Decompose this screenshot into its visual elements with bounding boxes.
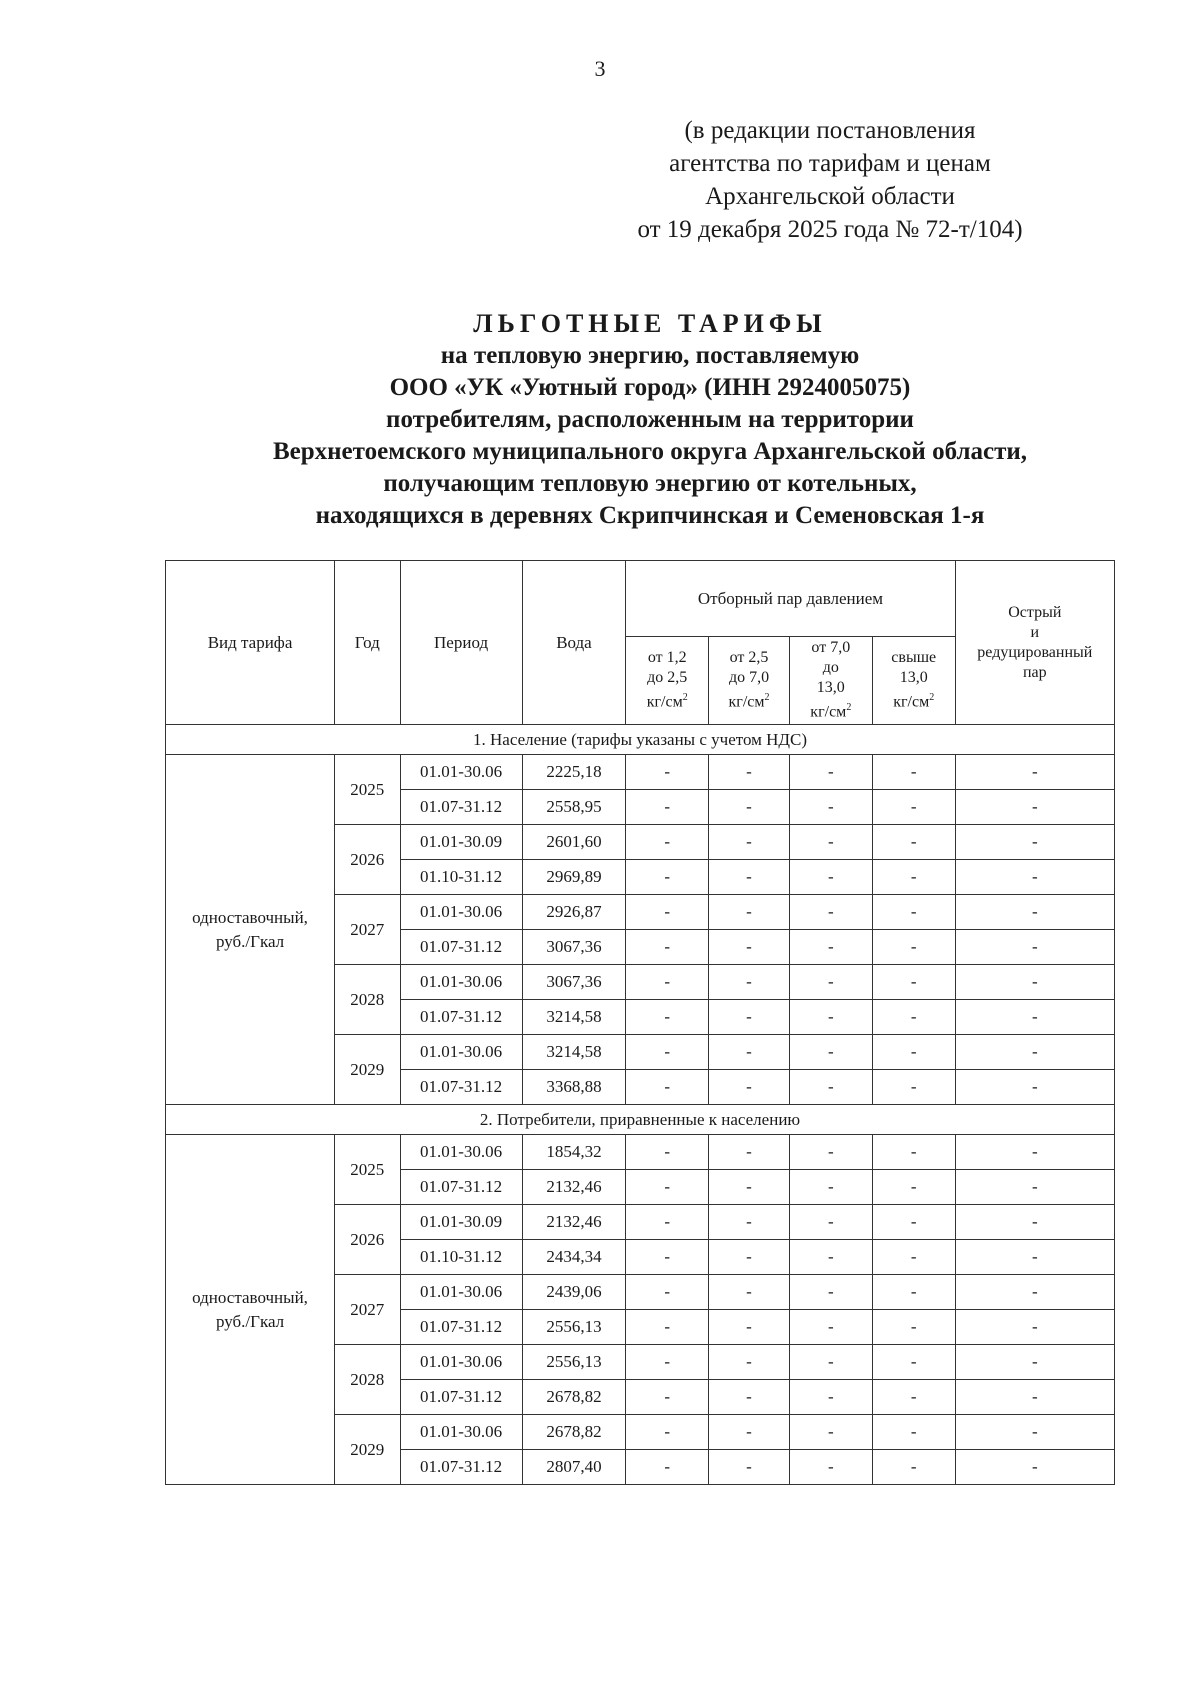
tariff-kind-line: одноставочный, [192,907,308,927]
period-cell: 01.01-30.06 [400,1345,522,1380]
unit-text: кг/см [646,693,683,711]
dash-cell: - [789,1035,872,1070]
period-cell: 01.07-31.12 [400,1000,522,1035]
dash-cell: - [955,1070,1114,1105]
period-cell: 01.01-30.06 [400,965,522,1000]
water-tariff-cell: 2132,46 [522,1205,626,1240]
dash-cell: - [872,1170,955,1205]
dash-cell: - [789,1380,872,1415]
dash-cell: - [872,930,955,965]
period-cell: 01.10-31.12 [400,860,522,895]
section-title: 2. Потребители, приравненные к населению [166,1105,1115,1135]
header-line: до 2,5 [647,669,688,687]
water-tariff-cell: 3067,36 [522,930,626,965]
year-cell: 2029 [335,1415,400,1485]
dash-cell: - [789,1240,872,1275]
header-period: Период [400,561,522,725]
water-tariff-cell: 2969,89 [522,860,626,895]
dash-cell: - [955,1415,1114,1450]
dash-cell: - [955,860,1114,895]
tariff-kind-cell [166,755,335,1105]
year-cell: 2026 [335,1205,400,1275]
dash-cell: - [789,1070,872,1105]
dash-cell: - [872,755,955,790]
header-steam-4 [872,637,955,725]
note-line: Архангельской области [705,183,955,210]
year-cell: 2025 [335,1135,400,1205]
dash-cell: - [789,895,872,930]
dash-cell: - [955,1135,1114,1170]
water-tariff-cell: 3214,58 [522,1000,626,1035]
dash-cell: - [872,1000,955,1035]
dash-cell: - [709,1135,790,1170]
dash-cell: - [709,1345,790,1380]
dash-cell: - [626,1135,709,1170]
note-line: (в редакции постановления [684,117,976,144]
dash-cell: - [872,1240,955,1275]
header-year: Год [335,561,400,725]
dash-cell: - [626,895,709,930]
dash-cell: - [955,755,1114,790]
unit-text: кг/см [810,703,847,721]
dash-cell: - [872,1345,955,1380]
year-cell: 2028 [335,965,400,1035]
dash-cell: - [709,965,790,1000]
dash-cell: - [626,1070,709,1105]
period-cell: 01.01-30.06 [400,1135,522,1170]
dash-cell: - [955,1170,1114,1205]
title-line: Верхнетоемского муниципального округа Архангельской области, [272,438,1028,465]
unit-sup: 2 [682,692,688,704]
period-cell: 01.01-30.09 [400,1205,522,1240]
period-cell: 01.07-31.12 [400,790,522,825]
dash-cell: - [955,1450,1114,1485]
period-cell: 01.07-31.12 [400,1170,522,1205]
table-row [166,755,1115,790]
water-tariff-cell: 3214,58 [522,1035,626,1070]
amendment-note [560,114,1100,246]
header-steam-group: Отборный пар давлением [626,561,955,637]
dash-cell: - [872,1070,955,1105]
dash-cell: - [626,1415,709,1450]
header-steam-1 [626,637,709,725]
tariff-kind-cell [166,1135,335,1485]
dash-cell: - [872,1450,955,1485]
dash-cell: - [955,1310,1114,1345]
dash-cell: - [626,790,709,825]
year-cell: 2027 [335,895,400,965]
header-line: пар [1022,663,1047,681]
water-tariff-cell: 2132,46 [522,1170,626,1205]
period-cell: 01.01-30.06 [400,1035,522,1070]
tariff-kind-line: руб./Гкал [215,931,285,951]
dash-cell: - [789,1275,872,1310]
unit-text: кг/см [728,693,765,711]
dash-cell: - [709,1380,790,1415]
dash-cell: - [955,895,1114,930]
tariff-kind-line: одноставочный, [192,1287,308,1307]
dash-cell: - [626,1450,709,1485]
water-tariff-cell: 2601,60 [522,825,626,860]
dash-cell: - [872,860,955,895]
dash-cell: - [872,1275,955,1310]
dash-cell: - [709,1275,790,1310]
period-cell: 01.07-31.12 [400,930,522,965]
dash-cell: - [626,1240,709,1275]
dash-cell: - [626,1205,709,1240]
dash-cell: - [789,1135,872,1170]
dash-cell: - [709,895,790,930]
dash-cell: - [789,1000,872,1035]
water-tariff-cell: 2556,13 [522,1345,626,1380]
unit-sup: 2 [764,692,770,704]
dash-cell: - [626,1275,709,1310]
period-cell: 01.10-31.12 [400,1240,522,1275]
title-line: потребителям, расположенным на территории [386,406,914,433]
period-cell: 01.07-31.12 [400,1380,522,1415]
dash-cell: - [626,1345,709,1380]
dash-cell: - [872,1205,955,1240]
section-header-row [166,1105,1115,1135]
dash-cell: - [626,930,709,965]
dash-cell: - [872,790,955,825]
header-line: свыше [891,649,937,667]
dash-cell: - [626,1000,709,1035]
dash-cell: - [955,1380,1114,1415]
dash-cell: - [626,965,709,1000]
dash-cell: - [789,1345,872,1380]
section-header-row [166,725,1115,755]
water-tariff-cell: 2225,18 [522,755,626,790]
dash-cell: - [709,1035,790,1070]
header-kind: Вид тарифа [166,561,335,725]
dash-cell: - [789,790,872,825]
dash-cell: - [789,755,872,790]
dash-cell: - [872,895,955,930]
page-number: 3 [594,56,606,81]
header-unit [711,688,787,712]
unit-sup: 2 [929,692,935,704]
year-cell: 2026 [335,825,400,895]
dash-cell: - [872,1380,955,1415]
dash-cell: - [709,930,790,965]
title-line: находящихся в деревнях Скрипчинская и Семеновская 1-я [315,502,985,529]
unit-sup: 2 [846,702,852,714]
period-cell: 01.01-30.09 [400,825,522,860]
water-tariff-cell: 2434,34 [522,1240,626,1275]
water-tariff-cell: 3067,36 [522,965,626,1000]
period-cell: 01.07-31.12 [400,1310,522,1345]
header-water: Вода [522,561,626,725]
dash-cell: - [789,1170,872,1205]
period-cell: 01.01-30.06 [400,895,522,930]
dash-cell: - [872,1135,955,1170]
dash-cell: - [955,825,1114,860]
title-line: на тепловую энергию, поставляемую [440,342,860,369]
title-line: получающим тепловую энергию от котельных, [383,470,917,497]
water-tariff-cell: 2807,40 [522,1450,626,1485]
period-cell: 01.07-31.12 [400,1450,522,1485]
dash-cell: - [709,1070,790,1105]
dash-cell: - [789,1310,872,1345]
dash-cell: - [626,825,709,860]
tariff-kind-line: руб./Гкал [215,1311,285,1331]
table-row [166,1135,1115,1170]
tariff-table-body [166,725,1115,1485]
header-unit [875,688,953,712]
dash-cell: - [955,1000,1114,1035]
header-unit [628,688,706,712]
water-tariff-cell: 1854,32 [522,1135,626,1170]
header-steam-3 [789,637,872,725]
dash-cell: - [872,1415,955,1450]
water-tariff-cell: 2439,06 [522,1275,626,1310]
period-cell: 01.01-30.06 [400,1275,522,1310]
dash-cell: - [709,825,790,860]
year-cell: 2028 [335,1345,400,1415]
water-tariff-cell: 2678,82 [522,1415,626,1450]
year-cell: 2029 [335,1035,400,1105]
dash-cell: - [789,1205,872,1240]
dash-cell: - [709,1000,790,1035]
water-tariff-cell: 2926,87 [522,895,626,930]
dash-cell: - [789,930,872,965]
dash-cell: - [955,1205,1114,1240]
dash-cell: - [709,1240,790,1275]
section-title: 1. Население (тарифы указаны с учетом НДС) [166,725,1115,755]
dash-cell: - [709,860,790,895]
water-tariff-cell: 3368,88 [522,1070,626,1105]
dash-cell: - [955,1240,1114,1275]
dash-cell: - [955,930,1114,965]
dash-cell: - [872,1310,955,1345]
dash-cell: - [872,1035,955,1070]
dash-cell: - [626,1170,709,1205]
dash-cell: - [789,965,872,1000]
year-cell: 2025 [335,755,400,825]
document-title [150,308,1150,532]
dash-cell: - [626,860,709,895]
header-line: 13,0 [899,669,928,687]
dash-cell: - [955,1275,1114,1310]
header-line: 13,0 [816,679,845,697]
year-cell: 2027 [335,1275,400,1345]
period-cell: 01.07-31.12 [400,1070,522,1105]
header-unit [792,698,870,722]
period-cell: 01.01-30.06 [400,1415,522,1450]
dash-cell: - [789,860,872,895]
header-line: и [1030,623,1040,641]
header-line: Острый [1008,603,1062,621]
main-title: ЛЬГОТНЫЕ ТАРИФЫ [473,309,827,338]
dash-cell: - [626,1310,709,1345]
dash-cell: - [709,1450,790,1485]
tariff-table [165,560,1115,1485]
dash-cell: - [872,825,955,860]
dash-cell: - [789,1450,872,1485]
header-sharp-steam [955,561,1114,725]
dash-cell: - [709,1415,790,1450]
header-line: от 2,5 [729,649,769,667]
header-steam-2 [709,637,790,725]
unit-text: кг/см [893,693,930,711]
water-tariff-cell: 2558,95 [522,790,626,825]
dash-cell: - [789,1415,872,1450]
dash-cell: - [709,755,790,790]
header-line: от 1,2 [647,649,687,667]
period-cell: 01.01-30.06 [400,755,522,790]
dash-cell: - [709,790,790,825]
water-tariff-cell: 2678,82 [522,1380,626,1415]
dash-cell: - [955,965,1114,1000]
header-line: редуцированный [977,643,1093,661]
dash-cell: - [626,1035,709,1070]
title-line: ООО «УК «Уютный город» (ИНН 2924005075) [389,374,911,401]
note-line: от 19 декабря 2025 года № 72-т/104) [637,216,1023,243]
dash-cell: - [789,825,872,860]
dash-cell: - [955,1035,1114,1070]
dash-cell: - [709,1170,790,1205]
water-tariff-cell: 2556,13 [522,1310,626,1345]
header-line: до 7,0 [728,669,770,687]
dash-cell: - [709,1205,790,1240]
dash-cell: - [626,755,709,790]
dash-cell: - [626,1380,709,1415]
note-line: агентства по тарифам и ценам [669,150,991,177]
header-line: до [822,659,839,677]
dash-cell: - [955,790,1114,825]
dash-cell: - [709,1310,790,1345]
dash-cell: - [955,1345,1114,1380]
header-line: от 7,0 [811,639,851,657]
dash-cell: - [872,965,955,1000]
